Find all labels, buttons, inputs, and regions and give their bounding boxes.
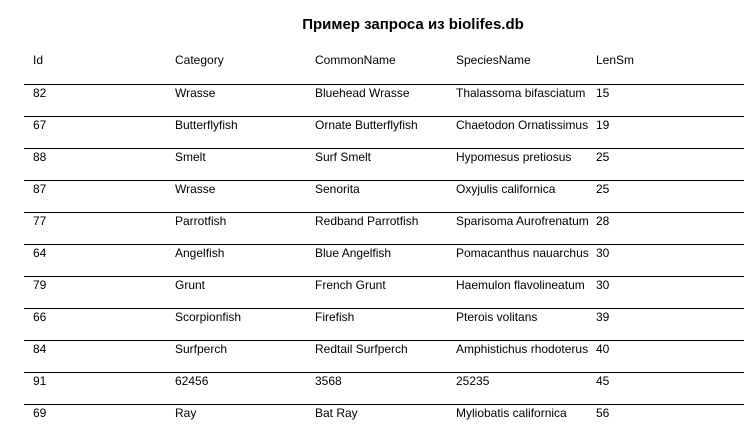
cell-len-sm: 15 bbox=[596, 86, 610, 100]
cell-len-sm: 25 bbox=[596, 150, 610, 164]
table-row bbox=[0, 148, 748, 180]
table-row bbox=[0, 84, 748, 116]
cell-id: 66 bbox=[33, 310, 47, 324]
cell-id: 79 bbox=[33, 278, 47, 292]
cell-len-sm: 28 bbox=[596, 214, 610, 228]
column-header-category: Category bbox=[175, 53, 224, 67]
table-row bbox=[0, 372, 748, 404]
cell-category: Butterflyfish bbox=[175, 118, 238, 132]
cell-species-name: Thalassoma bifasciatum bbox=[456, 86, 586, 100]
table-row bbox=[0, 340, 748, 372]
table-row bbox=[0, 180, 748, 212]
table-row bbox=[0, 276, 748, 308]
table-row bbox=[0, 212, 748, 244]
cell-category: Parrotfish bbox=[175, 214, 227, 228]
cell-id: 91 bbox=[33, 374, 47, 388]
cell-id: 77 bbox=[33, 214, 47, 228]
cell-common-name: French Grunt bbox=[315, 278, 386, 292]
cell-id: 87 bbox=[33, 182, 47, 196]
cell-species-name: Myliobatis californica bbox=[456, 406, 567, 420]
cell-len-sm: 19 bbox=[596, 118, 610, 132]
column-header-common-name: CommonName bbox=[315, 53, 396, 67]
cell-len-sm: 40 bbox=[596, 342, 610, 356]
cell-species-name: Hypomesus pretiosus bbox=[456, 150, 572, 164]
table-row bbox=[0, 404, 748, 431]
column-header-len-sm: LenSm bbox=[596, 53, 635, 67]
cell-len-sm: 56 bbox=[596, 406, 610, 420]
cell-len-sm: 30 bbox=[596, 246, 610, 260]
cell-len-sm: 45 bbox=[596, 374, 610, 388]
cell-common-name: Senorita bbox=[315, 182, 360, 196]
cell-species-name: Pomacanthus nauarchus bbox=[456, 246, 589, 260]
cell-common-name: Surf Smelt bbox=[315, 150, 372, 164]
cell-common-name: Ornate Butterflyfish bbox=[315, 118, 418, 132]
cell-id: 84 bbox=[33, 342, 47, 356]
table-row bbox=[0, 116, 748, 148]
cell-category: Wrasse bbox=[175, 86, 216, 100]
cell-len-sm: 39 bbox=[596, 310, 610, 324]
cell-id: 82 bbox=[33, 86, 47, 100]
cell-id: 64 bbox=[33, 246, 47, 260]
cell-species-name: Sparisoma Aurofrenatum bbox=[456, 214, 589, 228]
cell-category: Ray bbox=[175, 406, 197, 420]
cell-id: 69 bbox=[33, 406, 47, 420]
cell-species-name: Pterois volitans bbox=[456, 310, 538, 324]
cell-common-name: Redtail Surfperch bbox=[315, 342, 408, 356]
cell-category: Smelt bbox=[175, 150, 206, 164]
cell-species-name: Chaetodon Ornatissimus bbox=[456, 118, 589, 132]
cell-id: 67 bbox=[33, 118, 47, 132]
cell-id: 88 bbox=[33, 150, 47, 164]
cell-species-name: 25235 bbox=[456, 374, 490, 388]
table-row bbox=[0, 244, 748, 276]
cell-common-name: Firefish bbox=[315, 310, 355, 324]
column-header-id: Id bbox=[33, 53, 44, 67]
cell-species-name: Amphistichus rhodoterus bbox=[456, 342, 589, 356]
table-row bbox=[0, 308, 748, 340]
report-title: Пример запроса из biolifes.db bbox=[302, 16, 524, 33]
cell-category: Wrasse bbox=[175, 182, 216, 196]
cell-species-name: Haemulon flavolineatum bbox=[456, 278, 585, 292]
cell-common-name: 3568 bbox=[315, 374, 342, 388]
cell-common-name: Bat Ray bbox=[315, 406, 358, 420]
cell-len-sm: 30 bbox=[596, 278, 610, 292]
cell-len-sm: 25 bbox=[596, 182, 610, 196]
cell-category: Angelfish bbox=[175, 246, 225, 260]
cell-species-name: Oxyjulis californica bbox=[456, 182, 556, 196]
cell-category: 62456 bbox=[175, 374, 209, 388]
cell-common-name: Blue Angelfish bbox=[315, 246, 392, 260]
cell-category: Scorpionfish bbox=[175, 310, 242, 324]
column-header-species-name: SpeciesName bbox=[456, 53, 531, 67]
cell-common-name: Bluehead Wrasse bbox=[315, 86, 410, 100]
cell-category: Surfperch bbox=[175, 342, 228, 356]
cell-category: Grunt bbox=[175, 278, 206, 292]
cell-common-name: Redband Parrotfish bbox=[315, 214, 419, 228]
